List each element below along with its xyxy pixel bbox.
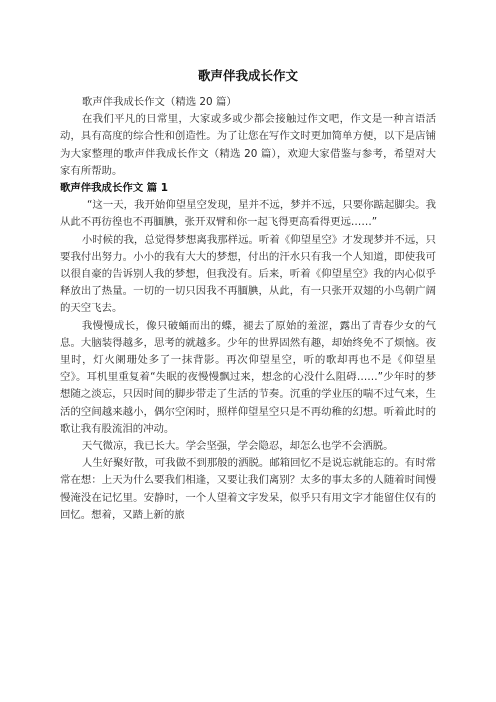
body-paragraph: 天气微凉，我已长大。学会坚强，学会隐忍，却怎么也学不会洒脱。 xyxy=(81,440,394,453)
document-title: 歌声伴我成长作文 xyxy=(197,68,298,83)
body-paragraph: 我慢慢成长，像只破蛹而出的蝶，褪去了原始的羞涩，露出了青春少女的气息。大脑装得越多，思考的就越多。少年的世界固然有趣，却始终免不了烦恼。夜里时，灯火阑珊处多了一抹背影。再次仰望星空，听的歌却再也不是《仰望星空》。耳机里重复着“失眠的夜慢慢飘过来，想念的心没什么阻碍……”少年时的梦想随之淡忘，只因时间的脚步带走了生活的节奏。沉重的学业压的喘不过气来，生活的空间越来越小，偶尔空闲时，照样仰望星空只是不再幼稚的幻想。听着此时的歌让我有股流泪的冲动。 xyxy=(60,319,436,435)
section-heading: 歌声伴我成长作文 篇 1 xyxy=(60,182,168,195)
document-body xyxy=(60,94,436,524)
intro-paragraph: 在我们平凡的日常里，大家或多或少都会接触过作文吧，作文是一种言语活动，具有高度的综合性和创造性。为了让您在写作文时更加简单方便，以下是店铺为大家整理的歌声伴我成长作文（精选 20 篇），欢迎大家借鉴与参考，希望对大家有所帮助。 xyxy=(60,113,436,177)
body-paragraph: 小时候的我，总觉得梦想离我那样远。听着《仰望星空》才发现梦并不远，只要我付出努力。小小的我有大大的梦想，付出的汗水只有我一个人知道，即使我可以很自豪的告诉别人我的梦想，但我没有。后来，听着《仰望星空》我的内心似乎释放出了热量。一切的一切只因我不再腼腆，从此，有一只张开双翅的小鸟朝广阔的天空飞去。 xyxy=(60,233,436,315)
lyric-quote-paragraph: “这一天，我开始仰望星空发现，星并不远，梦并不远，只要你踮起脚尖。我从此不再彷徨也不再腼腆，张开双臂和你一起飞得更高看得更远……” xyxy=(60,199,436,229)
body-paragraph: 人生好聚好散，可我做不到那般的洒脱。邮箱回忆不是说忘就能忘的。有时常常在想：上天为什么要我们相逢，又要让我们离别？太多的事太多的人随着时间慢慢淹没在记忆里。安静时，一个人望着文字发呆，似乎只有用文字才能留住仅有的回忆。想着，又踏上新的旅 xyxy=(60,457,436,521)
subtitle-paragraph: 歌声伴我成长作文（精选 20 篇） xyxy=(81,96,237,108)
